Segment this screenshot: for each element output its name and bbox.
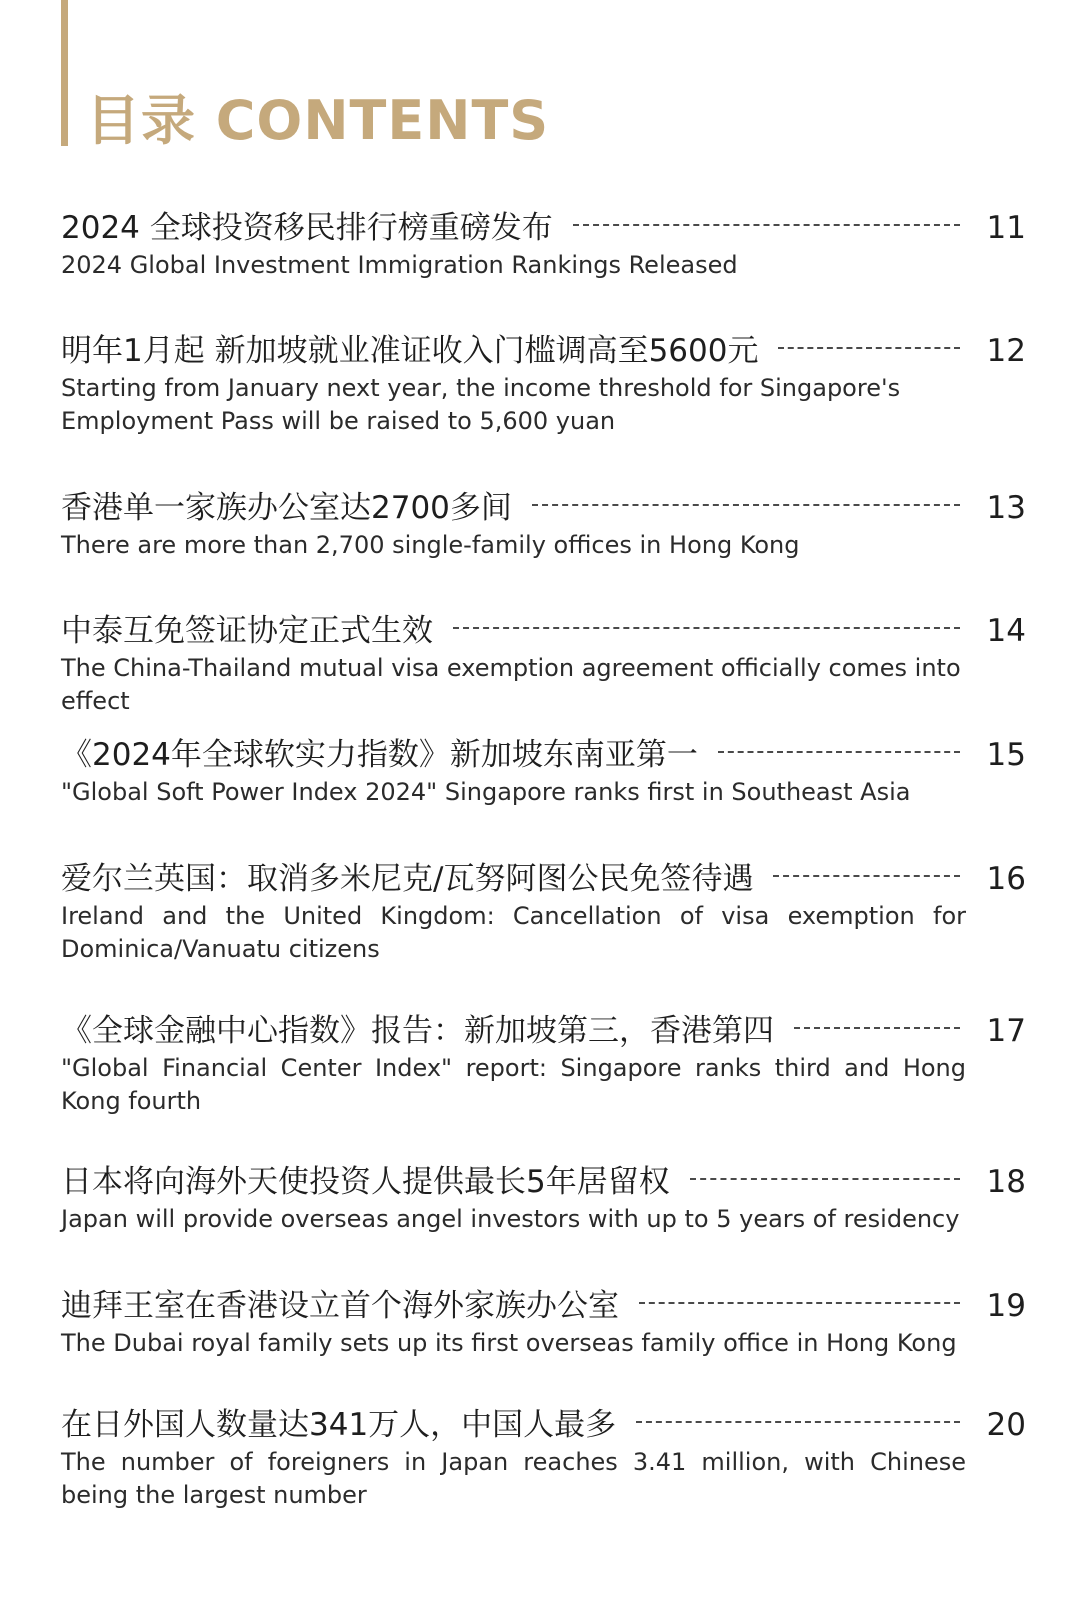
entry-page-number: 15 <box>986 737 1026 773</box>
dot-leader <box>636 1421 960 1423</box>
entry-page-number: 11 <box>986 210 1026 246</box>
dot-leader <box>718 751 960 753</box>
entry-page-number: 18 <box>986 1164 1026 1200</box>
entry-title-en: The number of foreigners in Japan reaches 3.41 million, with Chinese being the largest number <box>61 1448 966 1509</box>
entry-title-zh: 中泰互免签证协定正式生效 <box>61 613 433 649</box>
entry-title-zh: 《2024年全球软实力指数》新加坡东南亚第一 <box>61 737 698 773</box>
dot-leader <box>573 224 960 226</box>
accent-bar <box>61 0 68 146</box>
toc-entry[interactable] <box>61 1405 1026 1512</box>
entry-title-en: "Global Financial Center Index" report: Singapore ranks third and Hong Kong fourth <box>61 1054 966 1115</box>
dot-leader <box>778 347 960 349</box>
entry-title-en: The China-Thailand mutual visa exemption agreement officially comes into effect <box>61 654 961 715</box>
entry-title-zh: 迪拜王室在香港设立首个海外家族办公室 <box>61 1288 619 1324</box>
dot-leader <box>690 1178 960 1180</box>
entry-page-number: 20 <box>986 1407 1026 1443</box>
toc-entry[interactable] <box>61 1162 1026 1236</box>
entry-page-number: 17 <box>986 1013 1026 1049</box>
entry-title-en: Ireland and the United Kingdom: Cancellation of visa exemption for Dominica/Vanuatu citizens <box>61 902 966 963</box>
entry-title-en: "Global Soft Power Index 2024" Singapore ranks first in Southeast Asia <box>61 778 911 806</box>
entry-title-en: 2024 Global Investment Immigration Rankings Released <box>61 251 738 279</box>
toc-entry[interactable] <box>61 331 1026 438</box>
toc-entry[interactable] <box>61 1286 1026 1360</box>
dot-leader <box>794 1027 960 1029</box>
entry-title-en: The Dubai royal family sets up its first overseas family office in Hong Kong <box>61 1329 957 1357</box>
toc-entry[interactable] <box>61 735 1026 809</box>
entry-title-en: Japan will provide overseas angel investors with up to 5 years of residency <box>61 1205 960 1233</box>
entry-page-number: 16 <box>986 861 1026 897</box>
entry-title-zh: 《全球金融中心指数》报告：新加坡第三，香港第四 <box>61 1013 774 1049</box>
entry-title-zh: 在日外国人数量达341万人，中国人最多 <box>61 1407 617 1443</box>
entry-title-en: Starting from January next year, the income threshold for Singapore's Employment Pass will be raised to 5,600 yuan <box>61 374 901 435</box>
dot-leader <box>453 627 960 629</box>
entry-title-en: There are more than 2,700 single-family offices in Hong Kong <box>61 531 800 559</box>
toc-entry[interactable] <box>61 859 1026 966</box>
entry-title-zh: 日本将向海外天使投资人提供最长5年居留权 <box>61 1164 670 1200</box>
toc-entry[interactable] <box>61 1011 1026 1118</box>
dot-leader <box>773 875 960 877</box>
entry-title-zh: 爱尔兰英国：取消多米尼克/瓦努阿图公民免签待遇 <box>61 861 754 897</box>
dot-leader <box>532 504 960 506</box>
entry-page-number: 13 <box>986 490 1026 526</box>
entry-page-number: 14 <box>986 613 1026 649</box>
entry-page-number: 19 <box>986 1288 1026 1324</box>
toc-entry[interactable] <box>61 488 1026 562</box>
toc-entry[interactable] <box>61 208 1026 282</box>
toc-entry[interactable] <box>61 611 1026 718</box>
entry-title-zh: 香港单一家族办公室达2700多间 <box>61 490 512 526</box>
entry-page-number: 12 <box>986 333 1026 369</box>
entry-title-zh: 明年1月起 新加坡就业准证收入门槛调高至5600元 <box>61 333 759 369</box>
entry-title-zh: 2024 全球投资移民排行榜重磅发布 <box>61 210 553 246</box>
dot-leader <box>639 1302 960 1304</box>
page-title: 目录 CONTENTS <box>86 89 550 152</box>
